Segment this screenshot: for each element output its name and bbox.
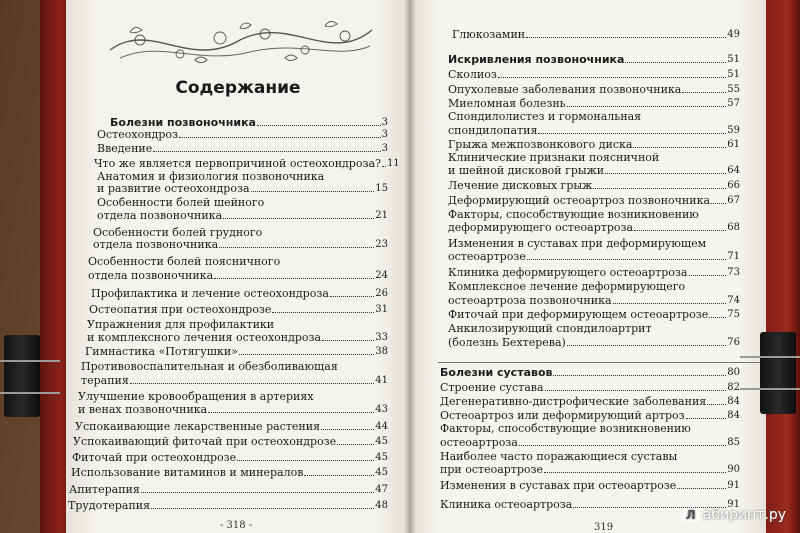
- toc-dot-leader: [526, 37, 726, 38]
- toc-entry-title: и развитие остеохондроза: [97, 182, 250, 195]
- toc-dot-leader: [251, 191, 375, 192]
- binder-clip-wire: [0, 392, 60, 394]
- watermark-text: абиринт.ру: [702, 507, 786, 523]
- toc-entry-title: Анкилозирующий спондилоартрит: [448, 322, 652, 335]
- toc-entry: [71, 466, 388, 479]
- toc-entry-page: 26: [375, 288, 388, 299]
- toc-entry: [448, 250, 740, 263]
- toc-entry-title: Факторы, способствующие возникновению: [440, 422, 691, 435]
- toc-dot-leader: [707, 404, 726, 405]
- toc-dot-leader: [322, 340, 374, 341]
- toc-entry: [448, 68, 740, 81]
- toc-entry-title: Клинические признаки поясничной: [448, 151, 660, 164]
- toc-entry-page: 68: [727, 222, 740, 233]
- toc-entry-page: 84: [727, 410, 740, 421]
- toc-entry: [91, 287, 388, 300]
- toc-entry: [87, 331, 388, 344]
- toc-entry-title: (болезнь Бехтерева): [448, 336, 566, 349]
- toc-entry: [448, 124, 740, 137]
- toc-entry-page: 75: [727, 309, 740, 320]
- toc-entry-title: терапия: [81, 374, 129, 387]
- toc-entry: [94, 157, 400, 170]
- toc-dot-leader: [567, 106, 727, 107]
- toc-entry-page: 91: [727, 499, 740, 510]
- toc-entry: [440, 479, 740, 492]
- toc-entry-page: 57: [727, 98, 740, 109]
- toc-entry-page: 80: [727, 367, 740, 378]
- toc-dot-leader: [567, 345, 726, 346]
- toc-entry-title: Остеоартроз или деформирующий артроз: [440, 409, 685, 422]
- toc-entry-title: Лечение дисковых грыж: [448, 179, 593, 192]
- toc-entry-title: при остеоартрозе: [440, 463, 544, 476]
- toc-entry-title: Профилактика и лечение остеохондроза: [91, 287, 329, 300]
- toc-entry-title: Строение сустава: [440, 381, 544, 394]
- toc-dot-leader: [498, 77, 726, 78]
- toc-entry-page: 48: [375, 500, 388, 511]
- toc-entry-page: 43: [375, 404, 388, 415]
- toc-entry-title: отдела позвоночника: [88, 269, 214, 282]
- toc-entry-title: Введение: [97, 142, 153, 155]
- toc-entry-title: Апитерапия: [69, 483, 140, 496]
- toc-entry: [440, 366, 740, 379]
- toc-entry-page: 11: [386, 158, 400, 169]
- toc-dot-leader: [382, 166, 386, 167]
- toc-entry: [448, 179, 740, 192]
- toc-entry: [448, 336, 740, 349]
- toc-entry-page: 33: [375, 332, 388, 343]
- toc-dot-leader: [239, 354, 374, 355]
- toc-dot-leader: [272, 312, 374, 313]
- toc-entry-title: Грыжа межпозвонкового диска: [448, 138, 633, 151]
- toc-entry: [448, 53, 740, 66]
- toc-entry-page: 66: [727, 180, 740, 191]
- toc-dot-leader: [330, 296, 374, 297]
- toc-dot-leader: [634, 230, 726, 231]
- toc-entry-title: спондилопатия: [448, 124, 538, 137]
- toc-entry-title: Трудотерапия: [68, 499, 151, 512]
- toc-dot-leader: [677, 488, 726, 489]
- toc-dot-leader: [711, 203, 726, 204]
- toc-entry: [97, 209, 388, 222]
- toc-dot-leader: [625, 62, 726, 63]
- toc-entry: [448, 83, 740, 96]
- toc-entry: [452, 28, 740, 41]
- toc-entry-page: 3: [381, 129, 388, 140]
- section-divider: [438, 362, 768, 363]
- toc-entry-title: остеоартроза позвоночника: [448, 294, 612, 307]
- toc-entry: [72, 451, 388, 464]
- toc-entry-title: Изменения в суставах при деформирующем: [448, 237, 707, 250]
- toc-entry-title: Успокаивающие лекарственные растения: [75, 420, 321, 433]
- toc-dot-leader: [208, 412, 374, 413]
- toc-entry-page: 44: [375, 421, 388, 432]
- page-title: Содержание: [175, 78, 301, 98]
- toc-entry-title: Изменения в суставах при остеоартрозе: [440, 479, 677, 492]
- toc-entry: [89, 303, 388, 316]
- toc-dot-leader: [709, 317, 726, 318]
- toc-entry-title: Глюкозамин: [452, 28, 526, 41]
- toc-dot-leader: [179, 137, 381, 138]
- toc-entry-title: и венах позвоночника: [78, 403, 208, 416]
- toc-entry: [97, 128, 388, 141]
- toc-dot-leader: [593, 188, 726, 189]
- toc-entry: [78, 403, 388, 416]
- toc-entry-page: 49: [727, 29, 740, 40]
- toc-dot-leader: [257, 125, 381, 126]
- toc-entry-title: Анатомия и физиология позвоночника: [97, 170, 325, 183]
- toc-dot-leader: [153, 151, 380, 152]
- toc-entry: [68, 499, 388, 512]
- toc-entry-title: Гимнастика «Потягушки»: [85, 345, 238, 358]
- toc-entry: [97, 142, 388, 155]
- toc-entry-page: 41: [375, 375, 388, 386]
- toc-entry-title: Болезни суставов: [440, 366, 553, 379]
- left-page-number: - 318 -: [220, 520, 253, 531]
- toc-dot-leader: [321, 429, 374, 430]
- toc-entry-title: Упражнения для профилактики: [87, 318, 275, 331]
- toc-entry-title: Миеломная болезнь: [448, 97, 566, 110]
- toc-entry-title: Факторы, способствующие возникновению: [448, 208, 699, 221]
- toc-dot-leader: [633, 147, 726, 148]
- toc-dot-leader: [538, 133, 726, 134]
- toc-dot-leader: [141, 492, 374, 493]
- toc-dot-leader: [545, 390, 727, 391]
- toc-entry: [440, 409, 740, 422]
- toc-entry: [93, 238, 388, 251]
- toc-entry: [69, 483, 388, 496]
- toc-entry: [440, 436, 740, 449]
- toc-entry-page: 85: [727, 437, 740, 448]
- toc-entry: [88, 269, 388, 282]
- toc-dot-leader: [553, 375, 726, 376]
- toc-entry: [73, 435, 388, 448]
- toc-entry-title: Остеопатия при остеохондрозе: [89, 303, 272, 316]
- toc-dot-leader: [214, 278, 374, 279]
- toc-entry-title: Особенности болей поясничного: [88, 255, 281, 268]
- toc-entry-page: 24: [375, 270, 388, 281]
- toc-entry: [448, 308, 740, 321]
- toc-entry-title: Противовоспалительная и обезболивающая: [81, 360, 338, 373]
- watermark-badge: Л: [683, 508, 699, 522]
- toc-entry-page: 45: [375, 436, 388, 447]
- toc-entry-page: 73: [727, 267, 740, 278]
- toc-entry: [440, 395, 740, 408]
- toc-dot-leader: [544, 472, 726, 473]
- toc-entry-page: 55: [727, 84, 740, 95]
- toc-entry-title: Особенности болей грудного: [93, 226, 263, 239]
- toc-entry-page: 84: [727, 396, 740, 407]
- toc-entry: [448, 221, 740, 234]
- toc-entry-title: Сколиоз: [448, 68, 497, 81]
- toc-dot-leader: [223, 218, 374, 219]
- toc-entry-page: 45: [375, 452, 388, 463]
- book-cover-right: [760, 0, 800, 533]
- toc-entry-title: и комплексного лечения остеохондроза: [87, 331, 322, 344]
- toc-entry-title: Болезни позвоночника: [110, 116, 256, 129]
- toc-entry: [448, 164, 740, 177]
- toc-entry-page: 67: [727, 195, 740, 206]
- toc-entry-title: отдела позвоночника: [97, 209, 223, 222]
- toc-entry: [440, 463, 740, 476]
- toc-entry-title: Особенности болей шейного: [97, 196, 265, 209]
- toc-entry-title: Наиболее часто поражающиеся суставы: [440, 450, 678, 463]
- toc-entry-page: 51: [727, 69, 740, 80]
- toc-dot-leader: [337, 444, 374, 445]
- toc-entry-title: Успокаивающий фиточай при остеохондрозе: [73, 435, 337, 448]
- toc-entry-page: 91: [727, 480, 740, 491]
- toc-entry-title: Фиточай при деформирующем остеоартрозе: [448, 308, 709, 321]
- binder-clip-wire: [740, 356, 800, 358]
- toc-entry-page: 45: [375, 467, 388, 478]
- toc-dot-leader: [527, 259, 726, 260]
- toc-entry-page: 3: [381, 117, 388, 128]
- toc-entry-page: 51: [727, 54, 740, 65]
- toc-entry-page: 47: [375, 484, 388, 495]
- toc-dot-leader: [682, 92, 726, 93]
- binder-clip-wire: [0, 360, 60, 362]
- toc-entry: [97, 182, 388, 195]
- binder-clip-right: [760, 332, 796, 414]
- toc-dot-leader: [237, 460, 374, 461]
- toc-entry-page: 61: [727, 139, 740, 150]
- toc-entry-title: Дегенеративно-дистрофические заболевания: [440, 395, 707, 408]
- toc-entry-title: Опухолевые заболевания позвоночника: [448, 83, 682, 96]
- toc-entry-title: Клиника остеоартроза: [440, 498, 573, 511]
- toc-entry-title: Использование витаминов и минералов: [71, 466, 304, 479]
- toc-dot-leader: [605, 173, 726, 174]
- toc-entry-title: и шейной дисковой грыжи: [448, 164, 605, 177]
- binder-clip-left: [4, 335, 40, 417]
- toc-entry-page: 38: [375, 346, 388, 357]
- toc-entry-page: 74: [727, 295, 740, 306]
- toc-entry-title: отдела позвоночника: [93, 238, 219, 251]
- toc-entry-page: 23: [375, 239, 388, 250]
- toc-dot-leader: [686, 418, 727, 419]
- toc-entry: [440, 381, 740, 394]
- toc-entry-title: остеоартроза: [440, 436, 518, 449]
- toc-dot-leader: [304, 475, 374, 476]
- toc-entry: [448, 138, 740, 151]
- toc-entry: [448, 266, 740, 279]
- toc-dot-leader: [219, 247, 374, 248]
- toc-entry-page: 21: [375, 210, 388, 221]
- toc-entry-title: Фиточай при остеохондрозе: [72, 451, 237, 464]
- toc-entry-page: 64: [727, 165, 740, 176]
- watermark: [683, 507, 786, 523]
- floral-ornament: [100, 10, 380, 72]
- toc-entry-title: Спондилолистез и гормональная: [448, 110, 642, 123]
- toc-entry-page: 3: [381, 143, 388, 154]
- toc-entry-title: Что же является первопричиной остеохондроза?: [94, 157, 381, 170]
- toc-entry-page: 76: [727, 337, 740, 348]
- toc-entry-page: 59: [727, 125, 740, 136]
- toc-entry-title: деформирующего остеоартроза: [448, 221, 634, 234]
- toc-entry-title: Деформирующий остеоартроз позвоночника: [448, 194, 711, 207]
- toc-entry-page: 82: [727, 382, 740, 393]
- toc-dot-leader: [613, 303, 727, 304]
- toc-entry: [448, 294, 740, 307]
- toc-entry-page: 90: [727, 464, 740, 475]
- toc-entry: [75, 420, 388, 433]
- toc-dot-leader: [519, 445, 726, 446]
- toc-entry-title: остеоартрозе: [448, 250, 526, 263]
- toc-entry-title: Улучшение кровообращения в артериях: [78, 390, 314, 403]
- toc-entry-title: Искривления позвоночника: [448, 53, 625, 66]
- toc-entry-title: Клиника деформирующего остеоартроза: [448, 266, 688, 279]
- toc-entry-page: 31: [375, 304, 388, 315]
- toc-entry: [448, 97, 740, 110]
- toc-dot-leader: [130, 383, 374, 384]
- toc-entry: [81, 374, 388, 387]
- binder-clip-wire: [740, 388, 800, 390]
- toc-entry-page: 15: [375, 183, 388, 194]
- toc-dot-leader: [689, 275, 727, 276]
- right-page-number: 319: [594, 522, 614, 533]
- toc-entry: [448, 194, 740, 207]
- toc-entry: [85, 345, 388, 358]
- toc-dot-leader: [151, 508, 374, 509]
- toc-entry-title: Комплексное лечение деформирующего: [448, 280, 686, 293]
- toc-entry-page: 71: [727, 251, 740, 262]
- toc-entry-title: Остеохондроз: [97, 128, 178, 141]
